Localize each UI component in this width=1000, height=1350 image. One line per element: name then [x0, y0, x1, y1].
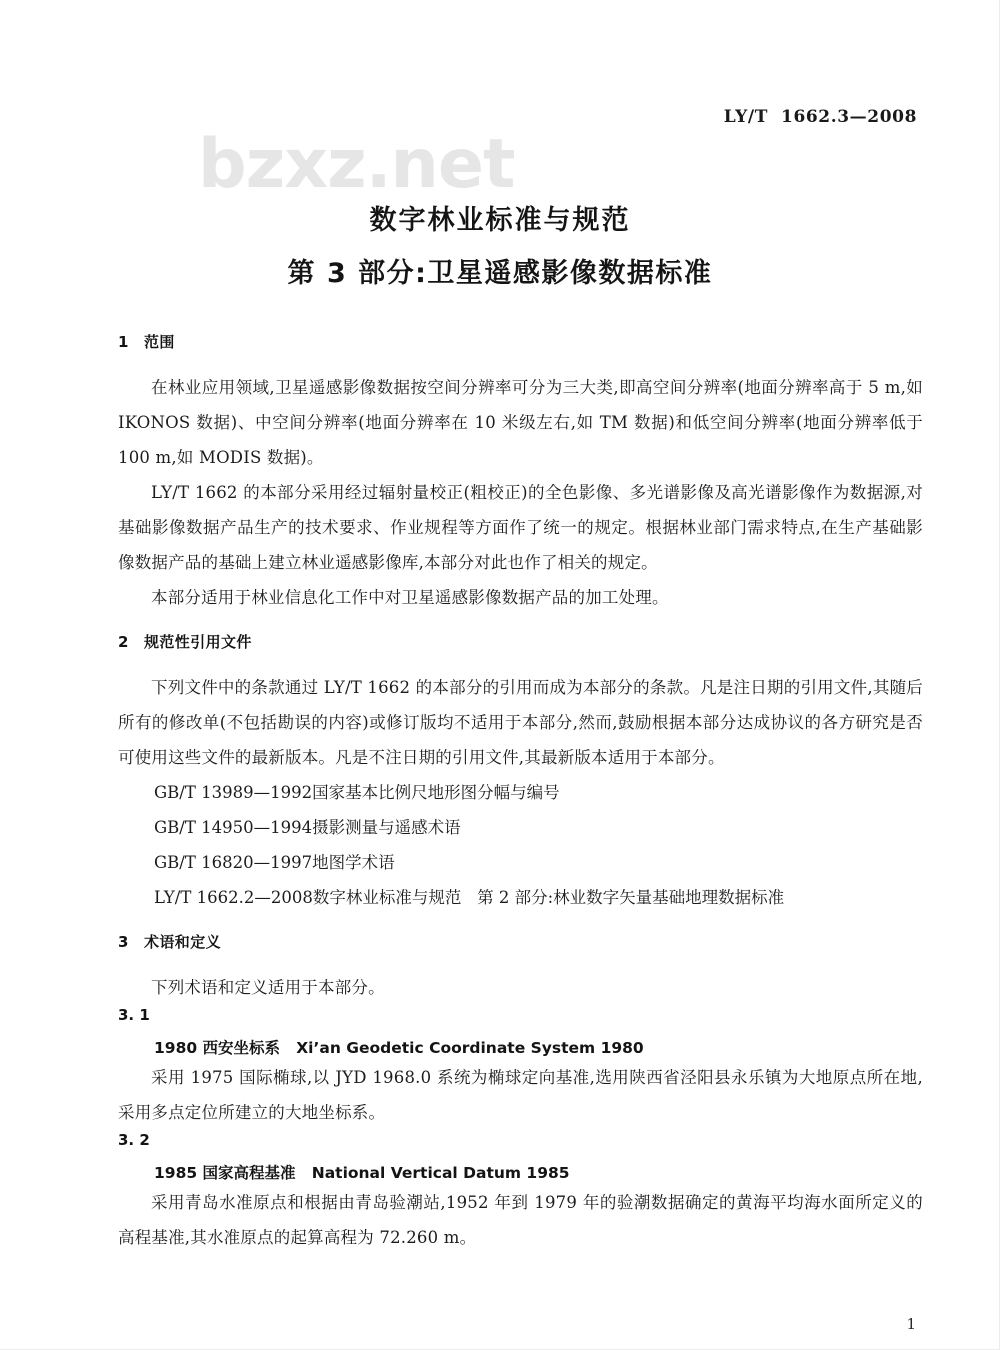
standard-code-header: LY/T 1662.3—2008 — [723, 107, 917, 127]
reference-code: GB/T 14950—1994 — [154, 818, 313, 837]
reference-title: 摄影测量与遥感术语 — [312, 818, 461, 837]
clause-1-number: 1 — [118, 333, 129, 351]
page-subtitle: 第 3 部分:卫星遥感影像数据标准 — [287, 258, 713, 289]
reference-title: 数字林业标准与规范 第 2 部分:林业数字矢量基础地理数据标准 — [312, 888, 785, 907]
clause-2-title: 规范性引用文件 — [144, 633, 252, 651]
clause-2-paragraph-1: 下列文件中的条款通过 LY/T 1662 的本部分的引用而成为本部分的条款。凡是注日期的引用文件,其随后所有的修改单(不包括勘误的内容)或修订版均不适用于本部分,然而,鼓励根据本部分达成协议的各方研究是否可使用这些文件的最新版本。凡是不注日期的引用文件,其最新版本适用于本部分。 — [118, 678, 923, 767]
reference-code: GB/T 13989—1992 — [154, 783, 313, 802]
subclause-3-2-definition: 采用青岛水准原点和根据由青岛验潮站,1952 年到 1979 年的验潮数据确定的黄海平均海水面所定义的高程基准,其水准原点的起算高程为 72.260 m。 — [118, 1193, 923, 1247]
page-title: 数字林业标准与规范 — [369, 205, 631, 236]
clause-2-heading — [118, 633, 923, 652]
clause-2-number: 2 — [118, 633, 129, 651]
clause-3-title: 术语和定义 — [144, 933, 222, 951]
reference-title: 国家基本比例尺地形图分幅与编号 — [312, 783, 560, 802]
clause-1-heading — [118, 333, 923, 352]
subclause-3-1-number: 3. 1 — [118, 1006, 150, 1024]
clause-3-heading — [118, 933, 923, 952]
subclause-3-1-definition: 采用 1975 国际椭球,以 JYD 1968.0 系统为椭球定向基准,选用陕西省泾阳县永乐镇为大地原点所在地,采用多点定位所建立的大地坐标系。 — [118, 1068, 923, 1122]
list-item — [118, 845, 923, 880]
clause-3-number: 3 — [118, 933, 129, 951]
clause-1-title: 范围 — [144, 333, 175, 351]
reference-code: LY/T 1662.2—2008 — [154, 888, 313, 907]
list-item — [118, 775, 923, 810]
document-body — [118, 333, 923, 1255]
list-item — [118, 810, 923, 845]
normative-reference-list — [118, 775, 923, 915]
list-item — [118, 880, 923, 915]
clause-3-paragraph-1: 下列术语和定义适用于本部分。 — [151, 978, 385, 997]
document-title-block — [0, 198, 1000, 290]
subclause-3-1-term: 1980 西安坐标系 Xi’an Geodetic Coordinate System 1980 — [154, 1039, 644, 1057]
subclause-3-2-term: 1985 国家高程基准 National Vertical Datum 1985 — [154, 1164, 570, 1182]
clause-1-paragraph-2: LY/T 1662 的本部分采用经过辐射量校正(粗校正)的全色影像、多光谱影像及高光谱影像作为数据源,对基础影像数据产品生产的技术要求、作业规程等方面作了统一的规定。根据林业部门需求特点,在生产基础影像数据产品的基础上建立林业遥感影像库,本部分对此也作了相关的规定。 — [118, 483, 923, 572]
site-watermark: bzxz.net — [198, 125, 515, 204]
clause-1-paragraph-3: 本部分适用于林业信息化工作中对卫星遥感影像数据产品的加工处理。 — [151, 588, 669, 607]
reference-code: GB/T 16820—1997 — [154, 853, 313, 872]
reference-title: 地图学术语 — [312, 853, 395, 872]
subclause-3-2-number: 3. 2 — [118, 1131, 150, 1149]
clause-1-paragraph-1: 在林业应用领域,卫星遥感影像数据按空间分辨率可分为三大类,即高空间分辨率(地面分辨率高于 5 m,如 IKONOS 数据)、中空间分辨率(地面分辨率在 10 米级左右,如 TM 数据)和低空间分辨率(地面分辨率低于 100 m,如 MODIS 数据)。 — [118, 378, 923, 467]
page-number: 1 — [906, 1315, 916, 1333]
